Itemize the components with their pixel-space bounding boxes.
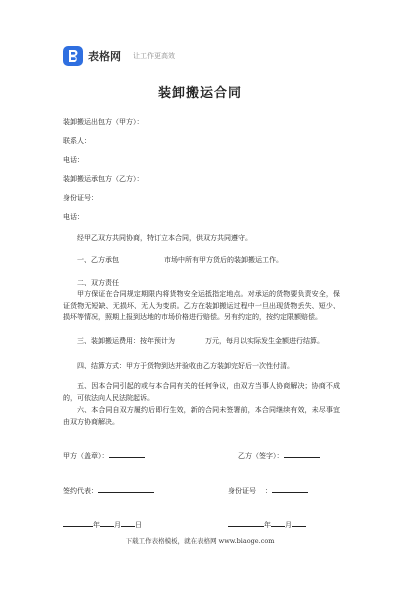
clause-6: 六、本合同自双方履约后即行生效，新的合同未签署前，本合同继续有效，未尽事宜由双方协商解决。	[63, 406, 340, 426]
date-left-year-line	[63, 518, 93, 527]
clause-3	[77, 336, 324, 346]
id-number-2-line	[272, 484, 308, 493]
date-left-day-line	[121, 518, 135, 527]
party-b-label: 装卸搬运承包方（乙方）：	[63, 175, 144, 183]
clause-1	[77, 255, 283, 265]
brand-logo	[63, 46, 175, 66]
date-right	[228, 518, 306, 530]
party-a-label: 装卸搬运出包方（甲方）：	[63, 118, 144, 126]
sign-party-a-line	[109, 449, 145, 458]
sign-party-a	[63, 449, 145, 461]
date-left-year: 年	[93, 521, 100, 529]
intro-paragraph: 经甲乙双方共同协商，特订立本合同，供双方共同遵守。	[77, 234, 252, 242]
representative-label: 签约代表：	[63, 487, 98, 495]
brand-logo-icon	[63, 46, 83, 66]
id-number-2-label: 身份证号	[228, 487, 256, 495]
clause-3-tail: 万元，每月以实际发生金额进行结算。	[205, 337, 324, 345]
date-left-month: 月	[114, 521, 121, 529]
phone-a-label: 电话：	[63, 156, 84, 164]
date-right-month: 月	[285, 521, 292, 529]
date-left-day: 日	[135, 521, 142, 529]
sign-party-b-label: 乙方（签字）：	[238, 452, 284, 460]
clause-4: 四、结算方式：甲方于货物到达并验收由乙方装卸完好后一次性付清。	[77, 362, 294, 370]
date-right-month-line	[271, 518, 285, 527]
id-number-2	[228, 484, 308, 496]
sign-party-b	[238, 449, 320, 461]
representative	[63, 484, 154, 496]
clause-1-tail: 市场中所有甲方货后的装卸搬运工作。	[164, 256, 283, 264]
date-right-tail-line	[292, 518, 306, 527]
contact-label: 联系人：	[63, 137, 91, 145]
id-number-2-colon: ：	[265, 487, 272, 495]
representative-line	[98, 484, 154, 493]
date-left	[63, 518, 142, 530]
sign-party-b-line	[284, 449, 320, 458]
brand-name: 表格网	[88, 50, 121, 63]
date-right-year: 年	[264, 521, 271, 529]
clause-5: 五、因本合同引起的或与本合同有关的任何争议，由双方当事人协商解决；协商不成的，可依法向人民法院起诉。	[63, 382, 340, 402]
sign-party-a-label: 甲方（盖章）：	[63, 452, 109, 460]
document-title: 装卸搬运合同	[157, 86, 242, 101]
clause-1-head: 一、乙方承包	[77, 256, 119, 264]
date-right-year-line	[228, 518, 264, 527]
phone-b-label: 电话：	[63, 213, 84, 221]
clause-3-head: 三、装卸搬运费用：按年预计为	[77, 337, 175, 345]
date-left-month-line	[100, 518, 114, 527]
footer-text: 下载工作表格模板，就在表格网 www.biaoge.com	[125, 537, 275, 545]
id-number-label: 身份证号：	[63, 194, 98, 202]
brand-slogan: 让工作更高效	[133, 52, 175, 60]
clause-2-body: 甲方保证在合同规定期限内将货物安全运抵指定地点。对承运的货物要负责安全，保证货物无短缺、无损坏、无人为变质。乙方在装卸搬运过程中一旦出现货物丢失、短少、损坏等情况，照期上报到达地的市场价格进行赔偿。另有约定的，按约定限额赔偿。	[63, 290, 340, 321]
clause-2-title: 二、双方责任	[77, 279, 119, 287]
